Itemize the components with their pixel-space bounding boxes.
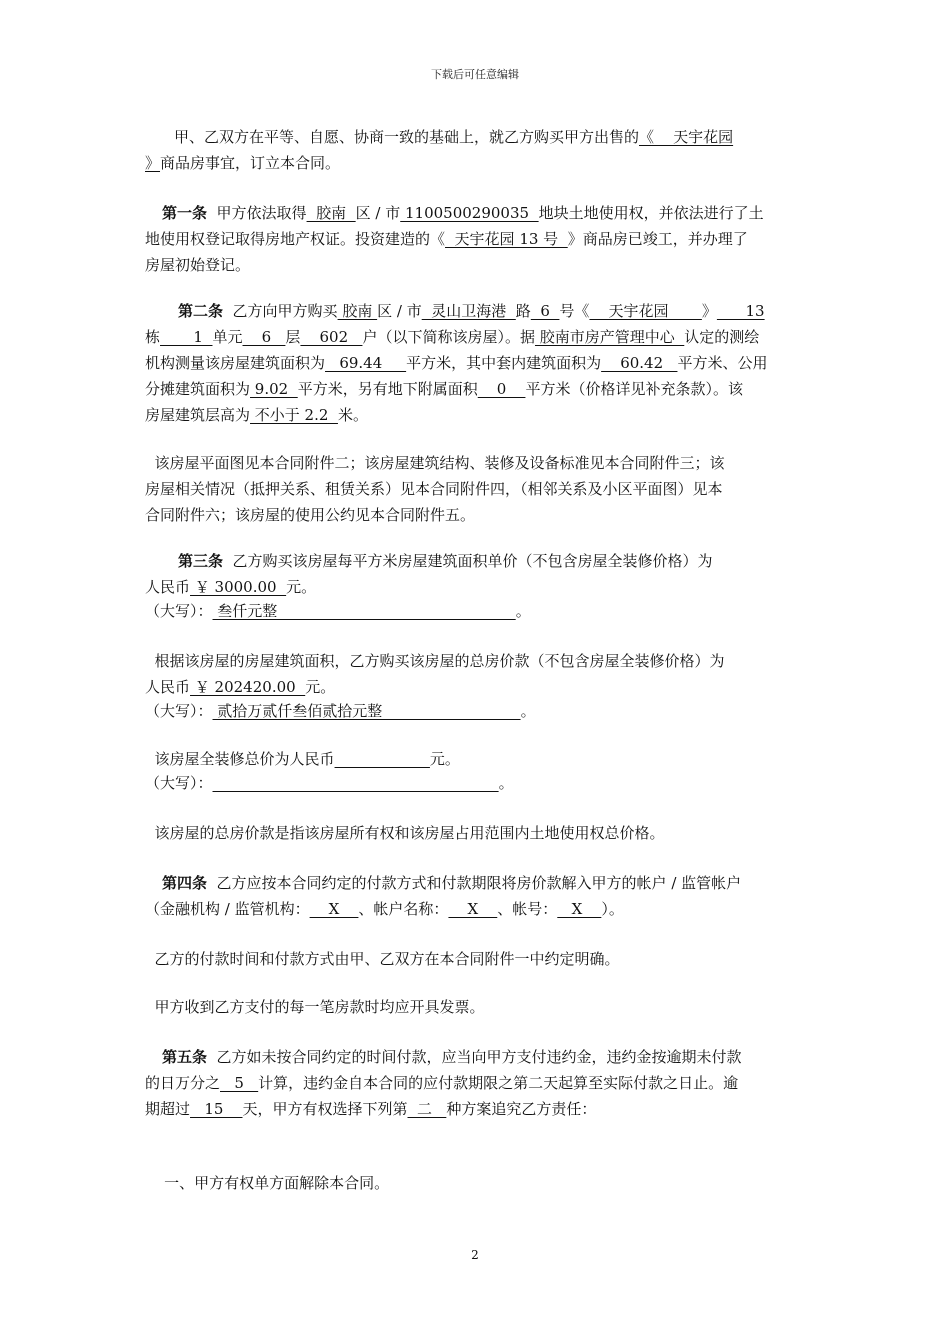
district-field: 胶南 — [337, 302, 378, 320]
text: 人民币 — [145, 678, 191, 696]
institution-field: X — [309, 900, 359, 918]
text: 》 — [701, 302, 717, 320]
text: 》商品房已竣工，并办理了 — [567, 230, 748, 248]
article-5-line-1 — [162, 1044, 742, 1070]
text: 乙方如未按合同约定的时间付款，应当向甲方支付违约金，违约金按逾期未付款 — [207, 1048, 742, 1066]
article-4-heading: 第四条 — [162, 874, 208, 892]
article-3-line-1 — [178, 548, 713, 574]
project-name-field: 《 天宇花园 — [639, 128, 734, 146]
building-area-field: 69.44 — [325, 354, 407, 372]
overdue-days-field: 15 — [190, 1100, 243, 1118]
text: 层 — [285, 328, 301, 346]
article-1-line-1 — [162, 200, 764, 226]
text: 栋 — [145, 328, 161, 346]
text: 机构测量该房屋建筑面积为 — [145, 354, 326, 372]
total-price-line-3 — [145, 698, 536, 724]
text: 米。 — [337, 406, 368, 424]
text: 元。 — [429, 750, 460, 768]
number-field: 6 — [530, 302, 560, 320]
article-1-heading: 第一条 — [162, 204, 208, 222]
text: 号《 — [559, 302, 590, 320]
project-name-field-end: 》 — [145, 154, 161, 172]
page-header: 下载后可任意编辑 — [431, 68, 519, 81]
text: 单元 — [212, 328, 243, 346]
floor-field: 6 — [242, 328, 286, 346]
article-2-heading: 第二条 — [178, 302, 224, 320]
estate-field: 天宇花园 — [589, 302, 702, 320]
account-number-field: X — [557, 900, 602, 918]
text: 分摊建筑面积为 — [145, 380, 251, 398]
attachments-line-3: 合同附件六；该房屋的使用公约见本合同附件五。 — [145, 506, 476, 524]
article-2-line-2 — [145, 324, 759, 350]
building-number-field: 13 — [716, 302, 765, 320]
text: 。 — [520, 702, 536, 720]
total-price-words-field: 贰拾万贰仟叁佰贰拾元整 — [212, 702, 521, 720]
total-price-field: ￥ 202420.00 — [190, 678, 306, 696]
text: 、帐户名称： — [358, 900, 449, 918]
total-price-line-2 — [145, 674, 335, 700]
text: 户（以下简称该房屋）。据 — [362, 328, 535, 346]
article-2-line-1 — [178, 298, 765, 324]
text: 地使用权登记取得房地产权证。投资建造的《 — [145, 230, 446, 248]
article-2-line-5 — [145, 402, 368, 428]
text: （大写）： — [145, 774, 213, 792]
article-3-heading: 第三条 — [178, 552, 224, 570]
text: 商品房事宜，订立本合同。 — [160, 154, 341, 172]
road-field: 灵山卫海港 — [421, 302, 516, 320]
page-number: 2 — [471, 1248, 479, 1262]
invoice-line: 甲方收到乙方支付的每一笔房款时均应开具发票。 — [145, 998, 485, 1016]
text: 天，甲方有权选择下列第 — [242, 1100, 408, 1118]
text: 乙方应按本合同约定的付款方式和付款期限将房价款解入甲方的帐户 / 监管帐户 — [207, 874, 742, 892]
text: （大写）： — [145, 602, 213, 620]
text: 种方案追究乙方责任： — [446, 1100, 597, 1118]
text: 计算，违约金自本合同的应付款期限之第二天起算至实际付款之日止。逾 — [258, 1074, 739, 1092]
text: 平方米，另有地下附属面积 — [297, 380, 478, 398]
article-4-line-2 — [145, 896, 624, 922]
article-5-line-3 — [145, 1096, 596, 1122]
basement-area-field: 0 — [477, 380, 526, 398]
text: 区 / 市 — [377, 302, 422, 320]
intro-line-1 — [174, 124, 733, 150]
unit-field: 1 — [160, 328, 213, 346]
text: 人民币 — [145, 578, 191, 596]
option-one-line: 一、甲方有权单方面解除本合同。 — [145, 1174, 390, 1192]
text: 区 / 市 — [355, 204, 401, 222]
text: 甲方依法取得 — [207, 204, 307, 222]
text: 房屋建筑层高为 — [145, 406, 251, 424]
text: 。 — [515, 602, 531, 620]
shared-area-field: 9.02 — [250, 380, 298, 398]
authority-field: 胶南市房产管理中心 — [534, 328, 685, 346]
text: 期超过 — [145, 1100, 191, 1118]
inner-area-field: 60.42 — [601, 354, 678, 372]
account-name-field: X — [448, 900, 498, 918]
building-name-field: 天宇花园 13 号 — [445, 230, 568, 248]
attachments-line-1: 该房屋平面图见本合同附件二；该房屋建筑结构、装修及设备标准见本合同附件三；该 — [145, 454, 725, 472]
text: 乙方向甲方购买 — [223, 302, 338, 320]
room-field: 602 — [300, 328, 363, 346]
floor-height-field: 不小于 2.2 — [250, 406, 338, 424]
text: 元。 — [286, 578, 317, 596]
renovation-line-2 — [145, 770, 514, 796]
text: ）。 — [601, 900, 624, 918]
article-3-line-2 — [145, 574, 316, 600]
unit-price-words-field: 叁仟元整 — [212, 602, 516, 620]
text: 乙方购买该房屋每平方米房屋建筑面积单价（不包含房屋全装修价格）为 — [223, 552, 713, 570]
renovation-words-field — [213, 774, 499, 792]
text: 认定的测绘 — [684, 328, 760, 346]
article-1-line-3 — [145, 252, 250, 278]
text: 路 — [515, 302, 531, 320]
text: 平方米、公用 — [677, 354, 768, 372]
unit-price-field: ￥ 3000.00 — [190, 578, 287, 596]
total-price-line-1: 根据该房屋的房屋建筑面积，乙方购买该房屋的总房价款（不包含房屋全装修价格）为 — [145, 652, 725, 670]
text: 的日万分之 — [145, 1074, 221, 1092]
article-2-line-4 — [145, 376, 743, 402]
intro-line-2 — [145, 150, 340, 176]
district-field: 胶南 — [306, 204, 356, 222]
option-number-field: 二 — [407, 1100, 447, 1118]
text: 甲、乙双方在平等、自愿、协商一致的基础上，就乙方购买甲方出售的 — [174, 128, 640, 146]
total-price-definition: 该房屋的总房价款是指该房屋所有权和该房屋占用范围内土地使用权总价格。 — [145, 824, 665, 842]
article-1-line-2 — [145, 226, 748, 252]
payment-method-line: 乙方的付款时间和付款方式由甲、乙双方在本合同附件一中约定明确。 — [145, 950, 620, 968]
text: 。 — [498, 774, 514, 792]
text: 地块土地使用权，并依法进行了土 — [538, 204, 764, 222]
text: 该房屋全装修总价为人民币 — [145, 750, 335, 768]
text: 、帐号： — [497, 900, 558, 918]
text: （金融机构 / 监管机构： — [145, 900, 310, 918]
text: 平方米（价格详见补充条款）。该 — [525, 380, 743, 398]
text: 元。 — [305, 678, 336, 696]
article-2-line-3 — [145, 350, 767, 376]
penalty-rate-field: 5 — [220, 1074, 259, 1092]
renovation-line-1 — [145, 746, 460, 772]
article-3-line-3 — [145, 598, 531, 624]
land-plot-field: 1100500290035 — [400, 204, 539, 222]
renovation-price-field — [335, 750, 430, 768]
article-5-line-2 — [145, 1070, 738, 1096]
article-5-heading: 第五条 — [162, 1048, 208, 1066]
article-4-line-1 — [162, 870, 741, 896]
text: （大写）： — [145, 702, 213, 720]
text: 房屋初始登记。 — [145, 256, 251, 274]
attachments-line-2: 房屋相关情况（抵押关系、租赁关系）见本合同附件四，（相邻关系及小区平面图）见本 — [145, 480, 723, 498]
text: 平方米，其中套内建筑面积为 — [406, 354, 602, 372]
